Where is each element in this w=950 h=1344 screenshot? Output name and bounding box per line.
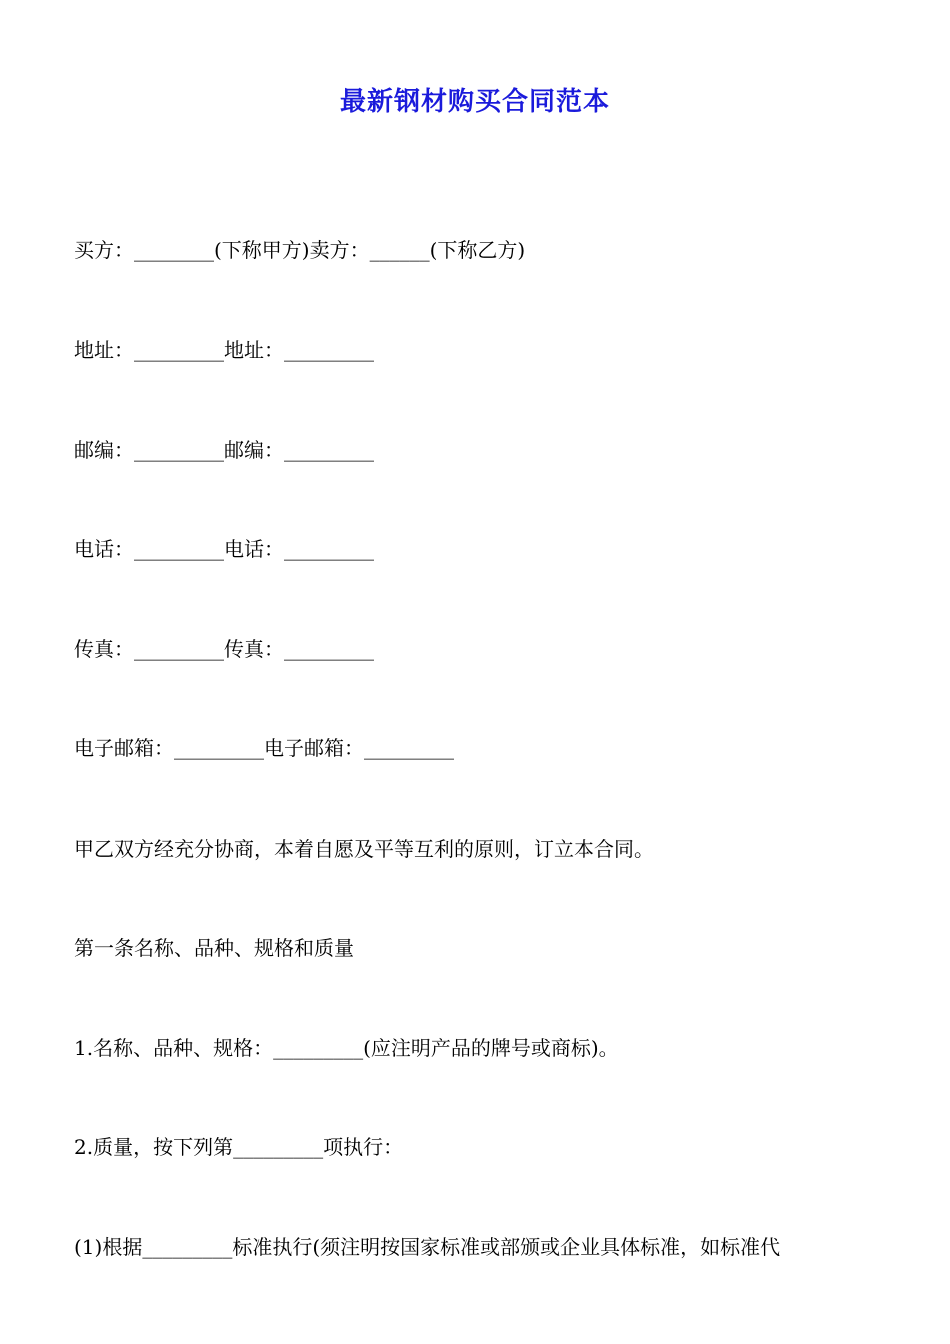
postcode-line: 邮编：_________邮编：_________ — [74, 438, 374, 462]
email-line: 电子邮箱：_________电子邮箱：_________ — [74, 736, 454, 760]
document-title: 最新钢材购买合同范本 — [339, 87, 610, 117]
clause-2-1-standard: (1)根据_________标准执行(须注明按国家标准或部颁或企业具体标准，如标准代 — [74, 1235, 781, 1259]
clause-2-quality: 2.质量，按下列第_________项执行： — [74, 1135, 404, 1159]
address-line: 地址：_________地址：_________ — [74, 338, 374, 362]
buyer-seller-line: 买方：________(下称甲方)卖方：______(下称乙方) — [74, 238, 526, 262]
agreement-statement: 甲乙双方经充分协商，本着自愿及平等互利的原则，订立本合同。 — [74, 837, 654, 861]
fax-line: 传真：_________传真：_________ — [74, 637, 374, 661]
phone-line: 电话：_________电话：_________ — [74, 537, 374, 561]
article-one-heading: 第一条名称、品种、规格和质量 — [74, 936, 354, 960]
clause-1-name-spec: 1.名称、品种、规格：_________(应注明产品的牌号或商标)。 — [74, 1036, 619, 1060]
